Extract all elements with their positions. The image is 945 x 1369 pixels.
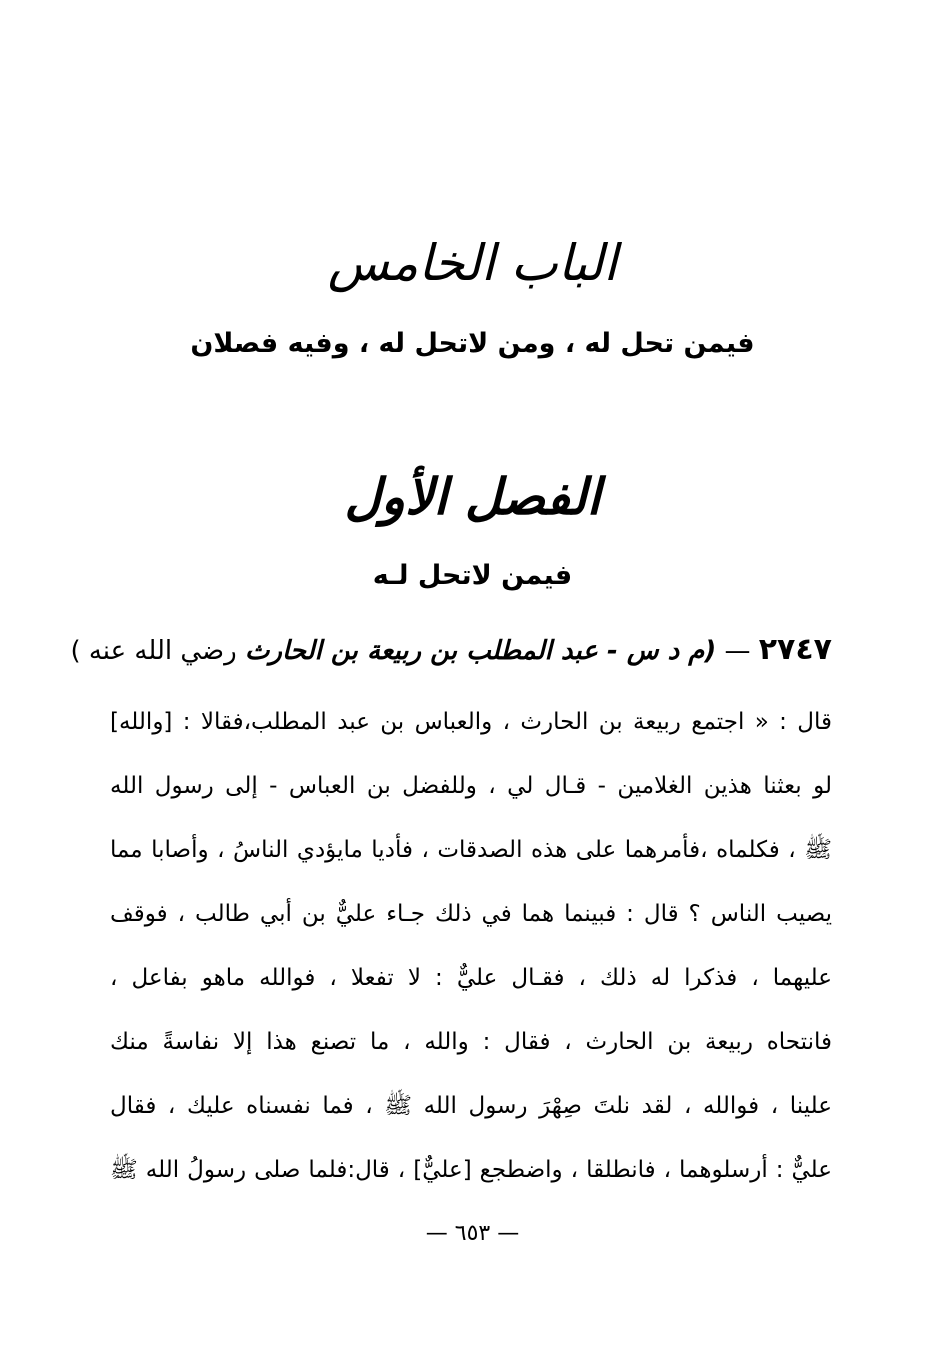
hadith-header: [70, 628, 832, 673]
hadith-line: عليٌّ : أرسلوهما ، فانطلقا ، واضطجع [عليٌّ] ، قال:فلما صلى رسولُ الله ﷺ: [110, 1157, 832, 1183]
hadith-line: عليهما ، فذكرا له ذلك ، فقـال عليٌّ : لا تفعلا ، فوالله ماهو بفاعل ،: [110, 965, 832, 991]
section-title: الفصل الأول: [344, 468, 601, 526]
hadith-dash: —: [716, 636, 759, 666]
hadith-line: ﷺ ، فكلماه ،فأمرهما على هذه الصدقات ، فأديا مايؤدي الناسُ ، وأصابا مما: [110, 837, 832, 863]
hadith-number: ٢٧٤٧: [758, 632, 832, 667]
chapter-title: الباب الخامس: [327, 234, 618, 292]
hadith-line: قال : « اجتمع ربيعة بن الحارث ، والعباس بن عبد المطلب،فقالا : [والله]: [110, 709, 832, 735]
hadith-body: [110, 690, 832, 1202]
hadith-line: يصيب الناس ؟ قال : فبينما هما في ذلك جـاء عليٌّ بن أبي طالب ، فوقف: [110, 901, 832, 927]
page-number: — ٦٥٣ —: [425, 1221, 520, 1246]
section-subtitle: فيمن لاتحل لـه: [372, 560, 573, 591]
hadith-sources: (م د س - عبد المطلب بن ربيعة بن الحارث: [244, 636, 717, 666]
hadith-line: علينا ، فوالله ، لقد نلتَ صِهْرَ رسول الله ﷺ ، فما نفسناه عليك ، فقال: [110, 1093, 832, 1119]
hadith-closing: رضي الله عنه ): [70, 636, 245, 666]
hadith-line: فانتحاه ربيعة بن الحارث ، فقال : والله ، ما تصنع هذا إلا نفاسةً منك: [110, 1029, 832, 1055]
hadith-line: لو بعثنا هذين الغلامين - قـال لي ، وللفضل بن العباس - إلى رسول الله: [110, 773, 832, 799]
chapter-subtitle: فيمن تحل له ، ومن لاتحل له ، وفيه فصلان: [190, 328, 755, 359]
